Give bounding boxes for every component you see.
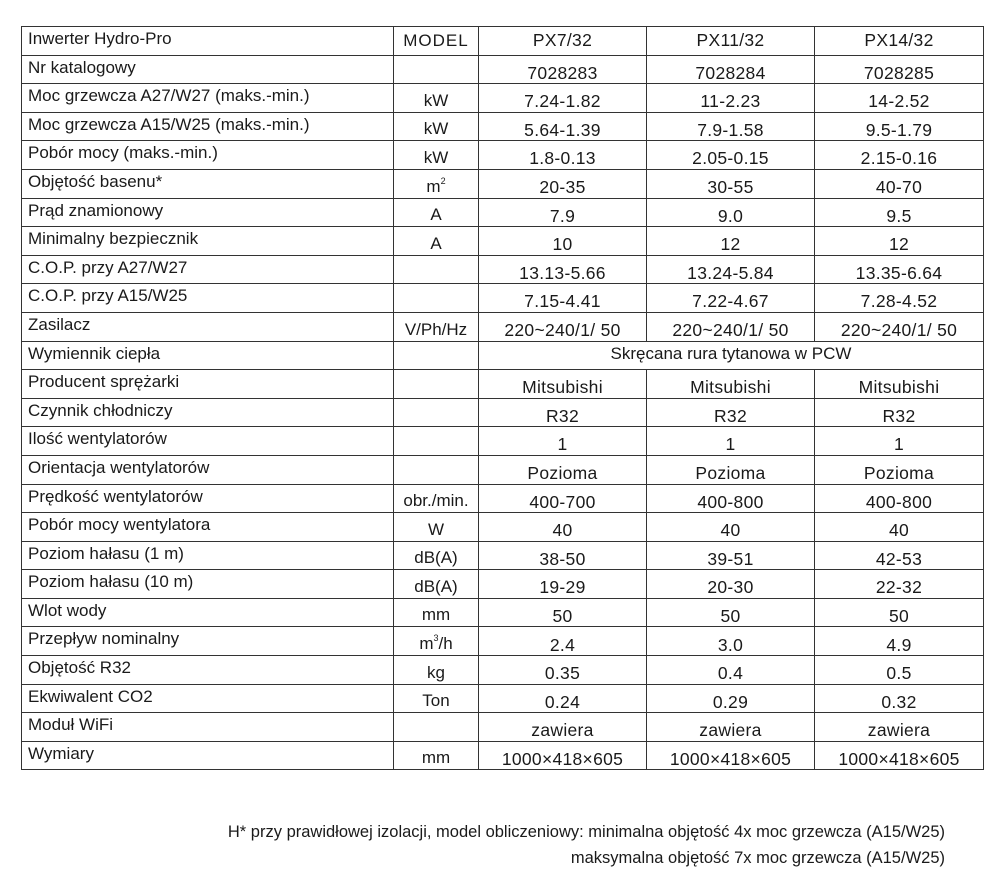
model-px11: PX11/32 xyxy=(647,27,815,56)
row-value: 5.64-1.39 xyxy=(479,112,647,141)
row-label: Ilość wentylatorów xyxy=(22,427,394,456)
spec-table xyxy=(21,26,984,770)
row-value: 13.13-5.66 xyxy=(479,255,647,284)
row-value: zawiera xyxy=(815,713,984,742)
row-value: Mitsubishi xyxy=(815,370,984,399)
row-value: 40-70 xyxy=(815,169,984,198)
row-value: 12 xyxy=(815,227,984,256)
table-row xyxy=(22,427,984,456)
row-label: Objętość R32 xyxy=(22,656,394,685)
table-row xyxy=(22,169,984,198)
row-label: Wymiennik ciepła xyxy=(22,341,394,370)
row-value: 400-800 xyxy=(815,484,984,513)
table-row xyxy=(22,741,984,770)
row-label: Orientacja wentylatorów xyxy=(22,455,394,484)
row-label: Czynnik chłodniczy xyxy=(22,398,394,427)
row-value: 220~240/1/ 50 xyxy=(479,312,647,341)
row-value: 38-50 xyxy=(479,541,647,570)
row-value: 9.5 xyxy=(815,198,984,227)
row-value: 0.32 xyxy=(815,684,984,713)
row-value-merged: Skręcana rura tytanowa w PCW xyxy=(479,341,984,370)
row-label: Ekwiwalent CO2 xyxy=(22,684,394,713)
model-px7: PX7/32 xyxy=(479,27,647,56)
table-row xyxy=(22,284,984,313)
table-row xyxy=(22,713,984,742)
row-label: Prędkość wentylatorów xyxy=(22,484,394,513)
row-unit: dB(A) xyxy=(394,541,479,570)
row-label: C.O.P. przy A27/W27 xyxy=(22,255,394,284)
row-unit xyxy=(394,370,479,399)
table-row xyxy=(22,627,984,656)
table-row xyxy=(22,570,984,599)
row-value: Pozioma xyxy=(479,455,647,484)
row-value: 1000×418×605 xyxy=(815,741,984,770)
unit-suffix: /h xyxy=(438,634,453,654)
row-unit: obr./min. xyxy=(394,484,479,513)
table-row xyxy=(22,55,984,84)
row-value: 0.24 xyxy=(479,684,647,713)
row-value: 7.28-4.52 xyxy=(815,284,984,313)
row-label: Wlot wody xyxy=(22,598,394,627)
table-row xyxy=(22,227,984,256)
row-value: R32 xyxy=(479,398,647,427)
row-unit xyxy=(394,713,479,742)
row-value: R32 xyxy=(815,398,984,427)
row-value: 7028283 xyxy=(479,55,647,84)
row-value: Mitsubishi xyxy=(647,370,815,399)
table-row xyxy=(22,141,984,170)
row-unit xyxy=(394,455,479,484)
row-unit: kW xyxy=(394,141,479,170)
row-unit xyxy=(394,627,479,656)
row-value: 50 xyxy=(647,598,815,627)
row-unit: V/Ph/Hz xyxy=(394,312,479,341)
row-label: Moc grzewcza A27/W27 (maks.-min.) xyxy=(22,84,394,113)
row-label: Przepływ nominalny xyxy=(22,627,394,656)
unit-superscript: 2 xyxy=(440,175,446,186)
header-label: Inwerter Hydro-Pro xyxy=(22,27,394,56)
row-value: 7.24-1.82 xyxy=(479,84,647,113)
row-value: 9.5-1.79 xyxy=(815,112,984,141)
row-label: Pobór mocy (maks.-min.) xyxy=(22,141,394,170)
table-row xyxy=(22,598,984,627)
row-label: Poziom hałasu (1 m) xyxy=(22,541,394,570)
row-value: Mitsubishi xyxy=(479,370,647,399)
row-unit xyxy=(394,55,479,84)
table-row xyxy=(22,398,984,427)
row-value: 30-55 xyxy=(647,169,815,198)
row-value: 12 xyxy=(647,227,815,256)
row-value: 7028285 xyxy=(815,55,984,84)
row-unit: A xyxy=(394,227,479,256)
row-value: 0.35 xyxy=(479,656,647,685)
row-value: 40 xyxy=(815,513,984,542)
row-value: 7.22-4.67 xyxy=(647,284,815,313)
row-unit: mm xyxy=(394,741,479,770)
row-value: 1 xyxy=(647,427,815,456)
row-value: 20-30 xyxy=(647,570,815,599)
row-value: 4.9 xyxy=(815,627,984,656)
row-value: 22-32 xyxy=(815,570,984,599)
table-row xyxy=(22,656,984,685)
row-unit xyxy=(394,284,479,313)
table-row xyxy=(22,198,984,227)
row-label: Moc grzewcza A15/W25 (maks.-min.) xyxy=(22,112,394,141)
row-value: 220~240/1/ 50 xyxy=(815,312,984,341)
table-row xyxy=(22,255,984,284)
row-value: Pozioma xyxy=(647,455,815,484)
row-unit: mm xyxy=(394,598,479,627)
row-value: 50 xyxy=(479,598,647,627)
row-label: Objętość basenu* xyxy=(22,169,394,198)
row-value: 3.0 xyxy=(647,627,815,656)
table-row xyxy=(22,370,984,399)
row-value: zawiera xyxy=(647,713,815,742)
row-value: 14-2.52 xyxy=(815,84,984,113)
row-unit xyxy=(394,427,479,456)
row-value: Pozioma xyxy=(815,455,984,484)
row-value: 19-29 xyxy=(479,570,647,599)
table-row xyxy=(22,84,984,113)
row-value: 220~240/1/ 50 xyxy=(647,312,815,341)
footnote-line-2: maksymalna objętość 7x moc grzewcza (A15/W25) xyxy=(570,849,945,867)
row-label: Zasilacz xyxy=(22,312,394,341)
row-label: Moduł WiFi xyxy=(22,713,394,742)
header-unit: MODEL xyxy=(394,27,479,56)
unit-base: m xyxy=(426,176,441,196)
row-unit: Ton xyxy=(394,684,479,713)
footnote-line-1: H* przy prawidłowej izolacji, model obliczeniowy: minimalna objętość 4x moc grzewcza (A15/W25) xyxy=(227,823,945,841)
row-unit: W xyxy=(394,513,479,542)
row-value: 7.9 xyxy=(479,198,647,227)
row-unit xyxy=(394,169,479,198)
row-value: zawiera xyxy=(479,713,647,742)
table-row xyxy=(22,112,984,141)
row-unit xyxy=(394,398,479,427)
row-label: C.O.P. przy A15/W25 xyxy=(22,284,394,313)
table-row xyxy=(22,455,984,484)
row-label: Minimalny bezpiecznik xyxy=(22,227,394,256)
row-value: 10 xyxy=(479,227,647,256)
row-label: Prąd znamionowy xyxy=(22,198,394,227)
row-value: 2.4 xyxy=(479,627,647,656)
table-header-row xyxy=(22,27,984,56)
row-value: 40 xyxy=(647,513,815,542)
row-value: 1 xyxy=(815,427,984,456)
row-value: 42-53 xyxy=(815,541,984,570)
row-label: Poziom hałasu (10 m) xyxy=(22,570,394,599)
row-value: 7028284 xyxy=(647,55,815,84)
row-label: Nr katalogowy xyxy=(22,55,394,84)
row-value: 1000×418×605 xyxy=(479,741,647,770)
row-unit: dB(A) xyxy=(394,570,479,599)
row-value: 2.15-0.16 xyxy=(815,141,984,170)
row-value: 13.24-5.84 xyxy=(647,255,815,284)
table-row xyxy=(22,312,984,341)
row-value: 40 xyxy=(479,513,647,542)
row-value: R32 xyxy=(647,398,815,427)
row-value: 9.0 xyxy=(647,198,815,227)
row-unit: kW xyxy=(394,84,479,113)
row-value: 13.35-6.64 xyxy=(815,255,984,284)
model-px14: PX14/32 xyxy=(815,27,984,56)
unit-base: m xyxy=(419,634,434,654)
table-row xyxy=(22,341,984,370)
table-row xyxy=(22,484,984,513)
row-value: 0.29 xyxy=(647,684,815,713)
table-row xyxy=(22,541,984,570)
row-value: 7.15-4.41 xyxy=(479,284,647,313)
row-unit: A xyxy=(394,198,479,227)
row-value: 0.4 xyxy=(647,656,815,685)
row-value: 1.8-0.13 xyxy=(479,141,647,170)
row-value: 0.5 xyxy=(815,656,984,685)
row-unit: kg xyxy=(394,656,479,685)
row-value: 20-35 xyxy=(479,169,647,198)
row-unit xyxy=(394,255,479,284)
row-unit: kW xyxy=(394,112,479,141)
row-label: Producent sprężarki xyxy=(22,370,394,399)
table-row xyxy=(22,513,984,542)
row-value: 1000×418×605 xyxy=(647,741,815,770)
row-value: 2.05-0.15 xyxy=(647,141,815,170)
row-value: 1 xyxy=(479,427,647,456)
row-value: 11-2.23 xyxy=(647,84,815,113)
row-label: Pobór mocy wentylatora xyxy=(22,513,394,542)
row-label: Wymiary xyxy=(22,741,394,770)
row-value: 50 xyxy=(815,598,984,627)
unit-superscript: 3 xyxy=(433,633,439,644)
row-value: 400-700 xyxy=(479,484,647,513)
row-value: 7.9-1.58 xyxy=(647,112,815,141)
row-value: 39-51 xyxy=(647,541,815,570)
table-row xyxy=(22,684,984,713)
row-unit xyxy=(394,341,479,370)
row-value: 400-800 xyxy=(647,484,815,513)
